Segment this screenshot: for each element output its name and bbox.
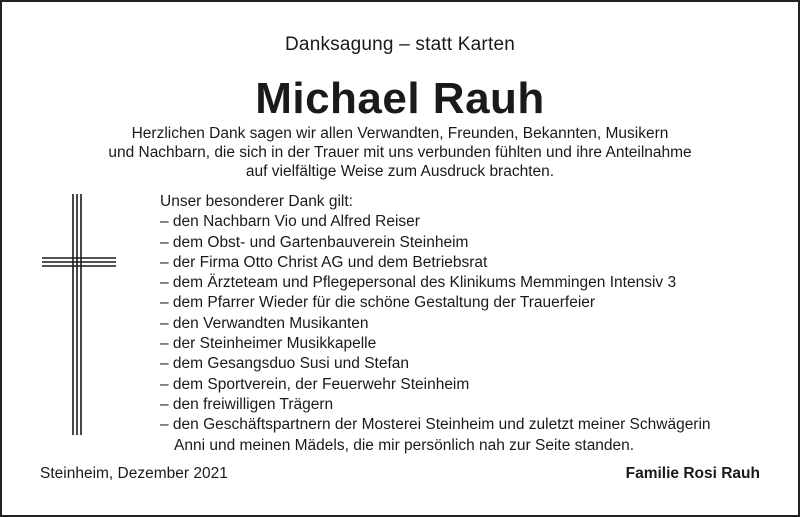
intro-text — [0, 124, 800, 181]
list-item-continuation: Anni und meinen Mädels, die mir persönlich nah zur Seite standen. — [174, 436, 635, 454]
thanks-heading: Unser besonderer Dank gilt: — [160, 193, 353, 210]
list-item: – den freiwilligen Trägern — [160, 395, 334, 413]
list-item: – den Verwandten Musikanten — [160, 314, 369, 332]
deceased-name: Michael Rauh — [255, 74, 545, 123]
list-item: – dem Gesangsduo Susi und Stefan — [160, 355, 410, 373]
intro-line: und Nachbarn, die sich in der Trauer mit uns verbunden fühlten und ihre Anteilnahme — [108, 144, 692, 161]
place-date: Steinheim, Dezember 2021 — [40, 465, 228, 482]
list-item: – dem Obst- und Gartenbauverein Steinheim — [160, 233, 469, 251]
signature: Familie Rosi Rauh — [625, 465, 760, 482]
list-item: – dem Ärzteteam und Pflegepersonal des Klinikums Memmingen Intensiv 3 — [160, 274, 677, 292]
notice-heading: Danksagung – statt Karten — [285, 34, 515, 55]
list-item: – den Geschäftspartnern der Mosterei Steinheim und zuletzt meiner Schwägerin — [160, 416, 711, 434]
cross-icon — [40, 192, 120, 437]
intro-line: auf vielfältige Weise zum Ausdruck brachten. — [245, 163, 555, 180]
list-item: – der Firma Otto Christ AG und dem Betriebsrat — [160, 253, 488, 271]
list-item: – dem Pfarrer Wieder für die schöne Gestaltung der Trauerfeier — [160, 294, 596, 312]
list-item: – der Steinheimer Musikkapelle — [160, 335, 377, 353]
thanks-list — [160, 192, 790, 456]
intro-line: Herzlichen Dank sagen wir allen Verwandten, Freunden, Bekannten, Musikern — [131, 125, 669, 142]
list-item: – dem Sportverein, der Feuerwehr Steinheim — [160, 375, 470, 393]
list-item: – den Nachbarn Vio und Alfred Reiser — [160, 213, 420, 231]
